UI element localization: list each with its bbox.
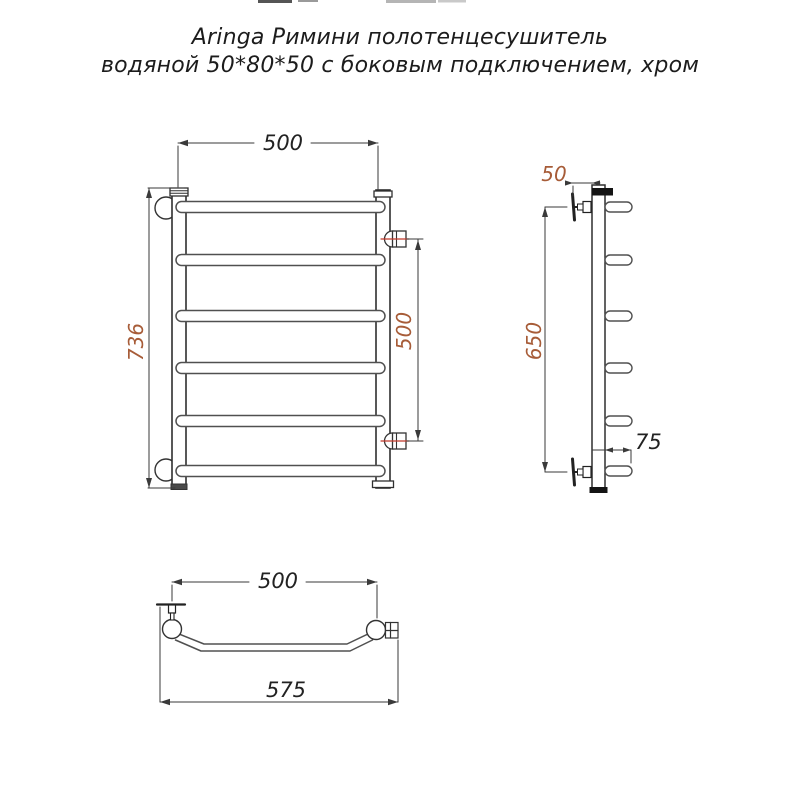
- front-left-tube: [172, 190, 186, 488]
- front-connection-span-dimension: 500: [392, 311, 416, 351]
- front-left-top-cap: [170, 188, 188, 196]
- side-rung-depth-dimension: 75: [635, 430, 662, 454]
- product-title-line1: Aringa Римини полотенцесушитель: [191, 25, 609, 50]
- side-tube: [592, 185, 605, 488]
- side-height-dimension: 650: [522, 321, 546, 361]
- side-rung-stub-1: [605, 202, 632, 212]
- front-height-dimension: 736: [124, 322, 148, 362]
- front-left-bottom-cap: [171, 484, 187, 490]
- side-offset-dimension: 50: [541, 162, 567, 186]
- side-rung-stubs: [605, 202, 632, 476]
- front-view: [124, 131, 423, 490]
- top-left-collector-circle: [163, 620, 182, 639]
- product-title-line2: водяной 50*80*50 с боковым подключением, хром: [100, 53, 700, 78]
- front-rungs: [176, 202, 385, 477]
- side-rung-stub-3: [605, 311, 632, 321]
- side-rung-stub-5: [605, 416, 632, 426]
- front-rung-6: [176, 466, 385, 477]
- top-right-collector-circle: [367, 621, 386, 640]
- side-rung-stub-6: [605, 466, 632, 476]
- cropped-top-marks: [258, 0, 466, 3]
- side-top-cap: [592, 188, 613, 196]
- top-view: [157, 569, 398, 705]
- front-width-dimension: 500: [262, 131, 304, 155]
- side-view: [522, 162, 662, 493]
- side-rung-stub-2: [605, 255, 632, 265]
- side-bottom-cap: [590, 487, 608, 493]
- front-right-bottom-cap: [373, 481, 394, 488]
- front-rung-4: [176, 363, 385, 374]
- top-wall-bracket: [157, 605, 185, 621]
- front-rung-2: [176, 255, 385, 266]
- side-valve-top: [573, 194, 592, 220]
- top-width-dimension: 500: [257, 569, 299, 593]
- top-connection-fitting: [386, 623, 399, 639]
- front-rung-1: [176, 202, 385, 213]
- front-rung-5: [176, 416, 385, 427]
- side-valve-bottom: [573, 459, 592, 485]
- top-overall-width-dimension: 575: [265, 678, 307, 702]
- front-right-top-cap: [374, 191, 392, 197]
- top-rung-bow: [176, 634, 373, 652]
- front-rung-3: [176, 311, 385, 322]
- side-rung-stub-4: [605, 363, 632, 373]
